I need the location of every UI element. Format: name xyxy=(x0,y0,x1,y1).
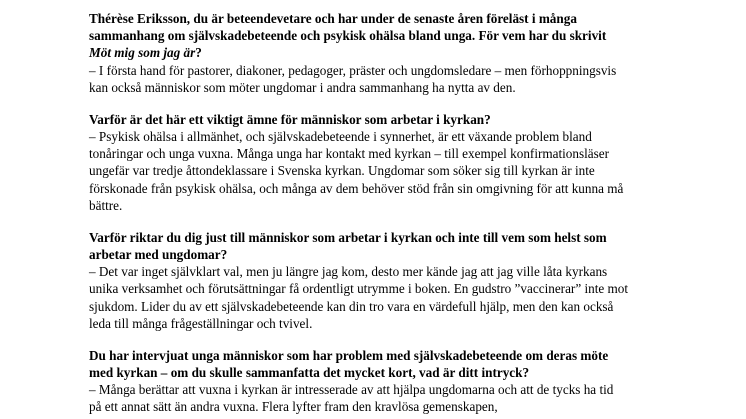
answer-1: – I första hand för pastorer, diakoner, pedagoger, präster och ungdomsledare – men förhoppningsvis kan också människor som möter ungdomar i andra sammanhang ha nytta av den. xyxy=(89,62,617,95)
interview-text xyxy=(89,10,629,419)
question-1-text: Thérèse Eriksson, du är beteendevetare och har under de senaste åren föreläst i många sammanhang om självskadebeteende och psykisk ohälsa bland unga. För vem har du skrivit xyxy=(89,11,607,44)
answer-3: – Det var inget självklart val, men ju längre jag kom, desto mer kände jag att jag ville låta kyrkans unika verksamhet och förutsättningar få ordentligt utrymme i boken. En gudstro ”vaccinerar” inte mot sjukdom. Lider du av ett självskadebeteende kan din tro vara en värdefull hjälp, men den kan också leda till många frågeställningar och tvivel. xyxy=(89,264,629,331)
answer-2: – Psykisk ohälsa i allmänhet, och självskadebeteende i synnerhet, är ett växande problem bland tonåringar och unga vuxna. Många unga har kontakt med kyrkan – till exempel konfirmationsläser ungefär var tredje åttondeklassare i Svenska kyrkan. Ungdomar som söker sig till kyrkan är inte förskonade från psykisk ohälsa, och många av dem behöver stöd från sin omgivning för att kunna må bättre. xyxy=(89,129,624,213)
question-1-end: ? xyxy=(195,45,202,61)
qa-section-1 xyxy=(89,10,629,96)
qa-section-4 xyxy=(89,347,629,416)
question-2: Varför är det här ett viktigt ämne för människor som arbetar i kyrkan? xyxy=(89,111,491,127)
question-1 xyxy=(89,10,629,62)
question-4: Du har intervjuat unga människor som har problem med självskadebeteende om deras möte med kyrkan – om du skulle sammanfatta det mycket kort, vad är ditt intryck? xyxy=(89,347,609,381)
qa-section-3 xyxy=(89,229,629,332)
book-title: Möt mig som jag är xyxy=(89,45,196,61)
qa-section-2 xyxy=(89,111,629,214)
question-3: Varför riktar du dig just till människor som arbetar i kyrkan och inte till vem som helst som arbetar med ungdomar? xyxy=(89,229,607,263)
answer-4: – Många berättar att vuxna i kyrkan är intresserade av att hjälpa ungdomarna och att de tycks ha tid på ett annat sätt än andra vuxna. Flera lyfter fram den kravlösa gemenskapen, xyxy=(89,382,614,415)
